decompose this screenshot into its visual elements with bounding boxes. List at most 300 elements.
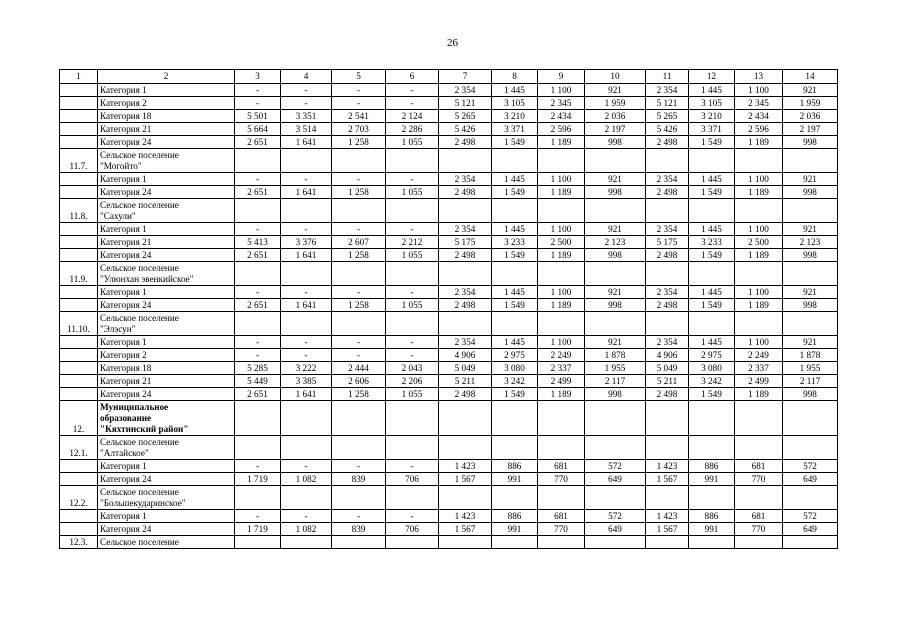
category-name: Категория 24 [98, 388, 235, 401]
value-cell: 2 498 [646, 388, 689, 401]
value-cell: 5 211 [646, 375, 689, 388]
value-cell: 4 906 [646, 349, 689, 362]
value-cell: 2 036 [783, 110, 838, 123]
value-cell: 1 567 [439, 473, 492, 486]
value-cell: 1 567 [646, 523, 689, 536]
column-header-row [60, 70, 838, 84]
section-index: 11.7. [60, 149, 98, 173]
value-cell: 572 [585, 510, 646, 523]
value-cell: 5 049 [646, 362, 689, 375]
section-title-line: Сельское поселение [100, 150, 179, 160]
empty-cell [646, 312, 689, 336]
value-cell: - [281, 97, 332, 110]
value-cell: 2 354 [646, 84, 689, 97]
value-cell: 1 189 [735, 249, 783, 262]
row-index-cell [60, 223, 98, 236]
empty-cell [386, 262, 439, 286]
value-cell: 921 [783, 286, 838, 299]
column-header: 1 [60, 70, 98, 84]
empty-cell [386, 312, 439, 336]
value-cell: 839 [332, 523, 386, 536]
value-cell: 2 354 [646, 286, 689, 299]
value-cell: 2 354 [646, 223, 689, 236]
value-cell: - [332, 336, 386, 349]
empty-cell [492, 401, 538, 436]
row-index-cell [60, 286, 98, 299]
value-cell: - [386, 286, 439, 299]
empty-cell [646, 436, 689, 460]
empty-cell [386, 401, 439, 436]
value-cell: - [281, 336, 332, 349]
value-cell: 1 641 [281, 186, 332, 199]
empty-cell [735, 486, 783, 510]
value-cell: 3 376 [281, 236, 332, 249]
value-cell: 1 549 [689, 186, 735, 199]
table-row [60, 510, 838, 523]
value-cell: - [332, 173, 386, 186]
value-cell: 1 878 [783, 349, 838, 362]
value-cell: 2 498 [646, 136, 689, 149]
empty-cell [332, 486, 386, 510]
empty-cell [735, 149, 783, 173]
value-cell: 1 258 [332, 186, 386, 199]
table-body [60, 70, 838, 549]
value-cell: - [332, 510, 386, 523]
value-cell: 2 975 [689, 349, 735, 362]
empty-cell [783, 262, 838, 286]
value-cell: 2 498 [439, 299, 492, 312]
empty-cell [386, 536, 439, 549]
value-cell: 2 124 [386, 110, 439, 123]
table-row [60, 97, 838, 110]
value-cell: 921 [585, 336, 646, 349]
value-cell: 886 [492, 510, 538, 523]
empty-cell [439, 149, 492, 173]
value-cell: 998 [585, 249, 646, 262]
value-cell: 2 703 [332, 123, 386, 136]
table-row [60, 523, 838, 536]
empty-cell [439, 401, 492, 436]
section-title-line: "Улюнхан эвенкийское" [100, 274, 194, 284]
value-cell: 5 121 [439, 97, 492, 110]
empty-cell [492, 199, 538, 223]
empty-cell [783, 436, 838, 460]
row-index-cell [60, 173, 98, 186]
value-cell: 5 426 [439, 123, 492, 136]
empty-cell [585, 536, 646, 549]
section-index: 12. [60, 401, 98, 436]
section-row [60, 199, 838, 223]
empty-cell [439, 199, 492, 223]
section-title-line: Сельское поселение [100, 437, 179, 447]
section-title-line: Сельское поселение [100, 487, 179, 497]
value-cell: 572 [783, 510, 838, 523]
value-cell: 1 549 [689, 136, 735, 149]
value-cell: 2 345 [538, 97, 585, 110]
value-cell: 2 286 [386, 123, 439, 136]
value-cell: 2 651 [235, 186, 281, 199]
empty-cell [689, 401, 735, 436]
column-header: 14 [783, 70, 838, 84]
row-index-cell [60, 510, 98, 523]
value-cell: 1 189 [735, 388, 783, 401]
value-cell: 1 423 [439, 510, 492, 523]
value-cell: 3 371 [492, 123, 538, 136]
empty-cell [332, 262, 386, 286]
value-cell: 1 258 [332, 388, 386, 401]
value-cell: 921 [783, 223, 838, 236]
value-cell: 2 354 [646, 173, 689, 186]
value-cell: 991 [689, 473, 735, 486]
value-cell: 2 500 [735, 236, 783, 249]
value-cell: 1 445 [492, 336, 538, 349]
category-name: Категория 21 [98, 123, 235, 136]
value-cell: 681 [538, 510, 585, 523]
empty-cell [439, 312, 492, 336]
value-cell: 2 337 [735, 362, 783, 375]
value-cell: 1 549 [689, 388, 735, 401]
value-cell: 2 498 [439, 186, 492, 199]
value-cell: 2 197 [585, 123, 646, 136]
row-index-cell [60, 362, 98, 375]
value-cell: 3 210 [689, 110, 735, 123]
section-title-line: "Могойто" [100, 161, 142, 171]
section-title [98, 312, 235, 336]
section-title [98, 401, 235, 436]
value-cell: 770 [735, 473, 783, 486]
value-cell: - [281, 84, 332, 97]
row-index-cell [60, 123, 98, 136]
value-cell: - [332, 97, 386, 110]
value-cell: 2 596 [538, 123, 585, 136]
row-index-cell [60, 375, 98, 388]
category-name: Категория 1 [98, 336, 235, 349]
empty-cell [386, 486, 439, 510]
value-cell: 770 [538, 523, 585, 536]
value-cell: 2 498 [646, 249, 689, 262]
value-cell: 998 [585, 136, 646, 149]
value-cell: - [386, 84, 439, 97]
value-cell: - [281, 286, 332, 299]
value-cell: 921 [585, 286, 646, 299]
value-cell: 1 100 [735, 223, 783, 236]
value-cell: 1 641 [281, 136, 332, 149]
empty-cell [439, 262, 492, 286]
value-cell: 1 959 [585, 97, 646, 110]
value-cell: 5 175 [646, 236, 689, 249]
value-cell: 2 651 [235, 249, 281, 262]
table-row [60, 236, 838, 249]
empty-cell [332, 536, 386, 549]
value-cell: 1 100 [538, 223, 585, 236]
value-cell: 1 189 [735, 136, 783, 149]
section-row [60, 436, 838, 460]
value-cell: 770 [735, 523, 783, 536]
row-index-cell [60, 523, 98, 536]
value-cell: 1 445 [492, 286, 538, 299]
value-cell: 649 [585, 473, 646, 486]
category-name: Категория 1 [98, 460, 235, 473]
empty-cell [332, 199, 386, 223]
value-cell: 4 906 [439, 349, 492, 362]
category-name: Категория 24 [98, 249, 235, 262]
column-header: 6 [386, 70, 439, 84]
section-row [60, 149, 838, 173]
value-cell: 991 [492, 523, 538, 536]
value-cell: 572 [783, 460, 838, 473]
empty-cell [235, 149, 281, 173]
value-cell: 5 265 [439, 110, 492, 123]
empty-cell [689, 536, 735, 549]
value-cell: 921 [783, 84, 838, 97]
section-row [60, 401, 838, 436]
value-cell: 1 100 [735, 84, 783, 97]
empty-cell [689, 486, 735, 510]
empty-cell [332, 312, 386, 336]
value-cell: 2 354 [439, 336, 492, 349]
empty-cell [281, 486, 332, 510]
column-header: 9 [538, 70, 585, 84]
empty-cell [235, 401, 281, 436]
value-cell: 2 123 [585, 236, 646, 249]
empty-cell [492, 262, 538, 286]
value-cell: 1 641 [281, 249, 332, 262]
section-index: 11.8. [60, 199, 98, 223]
value-cell: 770 [538, 473, 585, 486]
value-cell: 1 189 [735, 299, 783, 312]
value-cell: 2 043 [386, 362, 439, 375]
row-index-cell [60, 460, 98, 473]
empty-cell [386, 199, 439, 223]
empty-cell [585, 486, 646, 510]
value-cell: - [386, 223, 439, 236]
empty-cell [646, 486, 689, 510]
column-header: 7 [439, 70, 492, 84]
value-cell: 649 [783, 473, 838, 486]
category-name: Категория 24 [98, 473, 235, 486]
empty-cell [689, 262, 735, 286]
value-cell: - [235, 510, 281, 523]
category-name: Категория 18 [98, 110, 235, 123]
value-cell: 1 549 [689, 299, 735, 312]
section-title-line: Сельское поселение [100, 200, 179, 210]
value-cell: 2 975 [492, 349, 538, 362]
value-cell: 5 501 [235, 110, 281, 123]
value-cell: 2 444 [332, 362, 386, 375]
empty-cell [439, 486, 492, 510]
value-cell: 2 541 [332, 110, 386, 123]
value-cell: 2 606 [332, 375, 386, 388]
value-cell: 1 082 [281, 473, 332, 486]
value-cell: 2 651 [235, 299, 281, 312]
row-index-cell [60, 236, 98, 249]
table-row [60, 186, 838, 199]
value-cell: 1 567 [439, 523, 492, 536]
value-cell: - [386, 97, 439, 110]
value-cell: 998 [585, 186, 646, 199]
value-cell: 5 121 [646, 97, 689, 110]
value-cell: 1 445 [689, 223, 735, 236]
value-cell: 3 105 [492, 97, 538, 110]
empty-cell [492, 486, 538, 510]
value-cell: 998 [585, 388, 646, 401]
value-cell: 998 [783, 186, 838, 199]
section-title [98, 262, 235, 286]
category-name: Категория 1 [98, 173, 235, 186]
value-cell: 1 878 [585, 349, 646, 362]
value-cell: 998 [783, 136, 838, 149]
table-row [60, 336, 838, 349]
row-index-cell [60, 349, 98, 362]
value-cell: 2 498 [646, 186, 689, 199]
table-row [60, 286, 838, 299]
value-cell: - [235, 173, 281, 186]
empty-cell [646, 262, 689, 286]
empty-cell [492, 436, 538, 460]
value-cell: 1 082 [281, 523, 332, 536]
row-index-cell [60, 186, 98, 199]
value-cell: 886 [689, 510, 735, 523]
value-cell: 706 [386, 473, 439, 486]
empty-cell [235, 536, 281, 549]
empty-cell [585, 401, 646, 436]
value-cell: 2 499 [735, 375, 783, 388]
empty-cell [646, 401, 689, 436]
page-number: 26 [447, 37, 458, 49]
value-cell: 921 [783, 173, 838, 186]
value-cell: - [235, 460, 281, 473]
empty-cell [585, 436, 646, 460]
empty-cell [783, 149, 838, 173]
section-title-line: Сельское поселение [100, 313, 179, 323]
value-cell: 1 549 [492, 136, 538, 149]
category-name: Категория 24 [98, 136, 235, 149]
section-title [98, 199, 235, 223]
empty-cell [735, 436, 783, 460]
value-cell: - [235, 349, 281, 362]
column-header: 10 [585, 70, 646, 84]
empty-cell [538, 312, 585, 336]
value-cell: - [332, 349, 386, 362]
value-cell: 2 596 [735, 123, 783, 136]
empty-cell [646, 536, 689, 549]
column-header: 11 [646, 70, 689, 84]
value-cell: 1 189 [538, 136, 585, 149]
empty-cell [735, 312, 783, 336]
table-row [60, 375, 838, 388]
section-title [98, 536, 235, 549]
empty-cell [281, 312, 332, 336]
empty-cell [538, 149, 585, 173]
value-cell: 2 500 [538, 236, 585, 249]
value-cell: 1 445 [689, 286, 735, 299]
value-cell: 1 189 [735, 186, 783, 199]
value-cell: - [281, 349, 332, 362]
table-row [60, 473, 838, 486]
section-title-line: Муниципальное [100, 402, 169, 412]
value-cell: 1 189 [538, 388, 585, 401]
empty-cell [783, 486, 838, 510]
section-title-line: "Кяхтинский район" [100, 424, 189, 434]
value-cell: 839 [332, 473, 386, 486]
value-cell: 1 100 [538, 84, 585, 97]
value-cell: 1 955 [783, 362, 838, 375]
value-cell: 1 100 [735, 173, 783, 186]
value-cell: 2 498 [646, 299, 689, 312]
value-cell: 921 [585, 223, 646, 236]
empty-cell [281, 536, 332, 549]
table-row [60, 249, 838, 262]
row-index-cell [60, 84, 98, 97]
value-cell: 1 549 [492, 186, 538, 199]
value-cell: 921 [585, 173, 646, 186]
value-cell: 998 [783, 299, 838, 312]
value-cell: 1 189 [538, 249, 585, 262]
value-cell: 2 354 [439, 84, 492, 97]
value-cell: - [281, 173, 332, 186]
column-header: 3 [235, 70, 281, 84]
value-cell: 1 100 [735, 336, 783, 349]
value-cell: 2 117 [783, 375, 838, 388]
value-cell: 1 423 [646, 460, 689, 473]
empty-cell [538, 199, 585, 223]
value-cell: 2 607 [332, 236, 386, 249]
value-cell: 2 249 [735, 349, 783, 362]
section-title-line: Сельское поселение [100, 537, 179, 547]
value-cell: 3 222 [281, 362, 332, 375]
table-row [60, 362, 838, 375]
value-cell: 681 [538, 460, 585, 473]
empty-cell [386, 436, 439, 460]
value-cell: 2 117 [585, 375, 646, 388]
value-cell: - [235, 84, 281, 97]
value-cell: 5 426 [646, 123, 689, 136]
value-cell: 2 651 [235, 136, 281, 149]
empty-cell [689, 436, 735, 460]
value-cell: 5 413 [235, 236, 281, 249]
empty-cell [332, 401, 386, 436]
value-cell: 5 211 [439, 375, 492, 388]
value-cell: 5 049 [439, 362, 492, 375]
value-cell: 1 549 [492, 388, 538, 401]
category-name: Категория 2 [98, 97, 235, 110]
value-cell: 1 100 [538, 286, 585, 299]
section-index: 11.10. [60, 312, 98, 336]
empty-cell [235, 262, 281, 286]
value-cell: 1 055 [386, 249, 439, 262]
empty-cell [735, 401, 783, 436]
value-cell: 3 371 [689, 123, 735, 136]
row-index-cell [60, 110, 98, 123]
value-cell: 2 434 [735, 110, 783, 123]
empty-cell [735, 262, 783, 286]
column-header: 13 [735, 70, 783, 84]
section-title [98, 436, 235, 460]
row-index-cell [60, 388, 98, 401]
column-header: 2 [98, 70, 235, 84]
value-cell: 1 055 [386, 136, 439, 149]
category-name: Категория 2 [98, 349, 235, 362]
empty-cell [281, 401, 332, 436]
value-cell: 998 [783, 388, 838, 401]
value-cell: 998 [585, 299, 646, 312]
empty-cell [235, 199, 281, 223]
value-cell: 572 [585, 460, 646, 473]
value-cell: 998 [783, 249, 838, 262]
value-cell: 2 123 [783, 236, 838, 249]
value-cell: - [332, 460, 386, 473]
value-cell: 2 651 [235, 388, 281, 401]
